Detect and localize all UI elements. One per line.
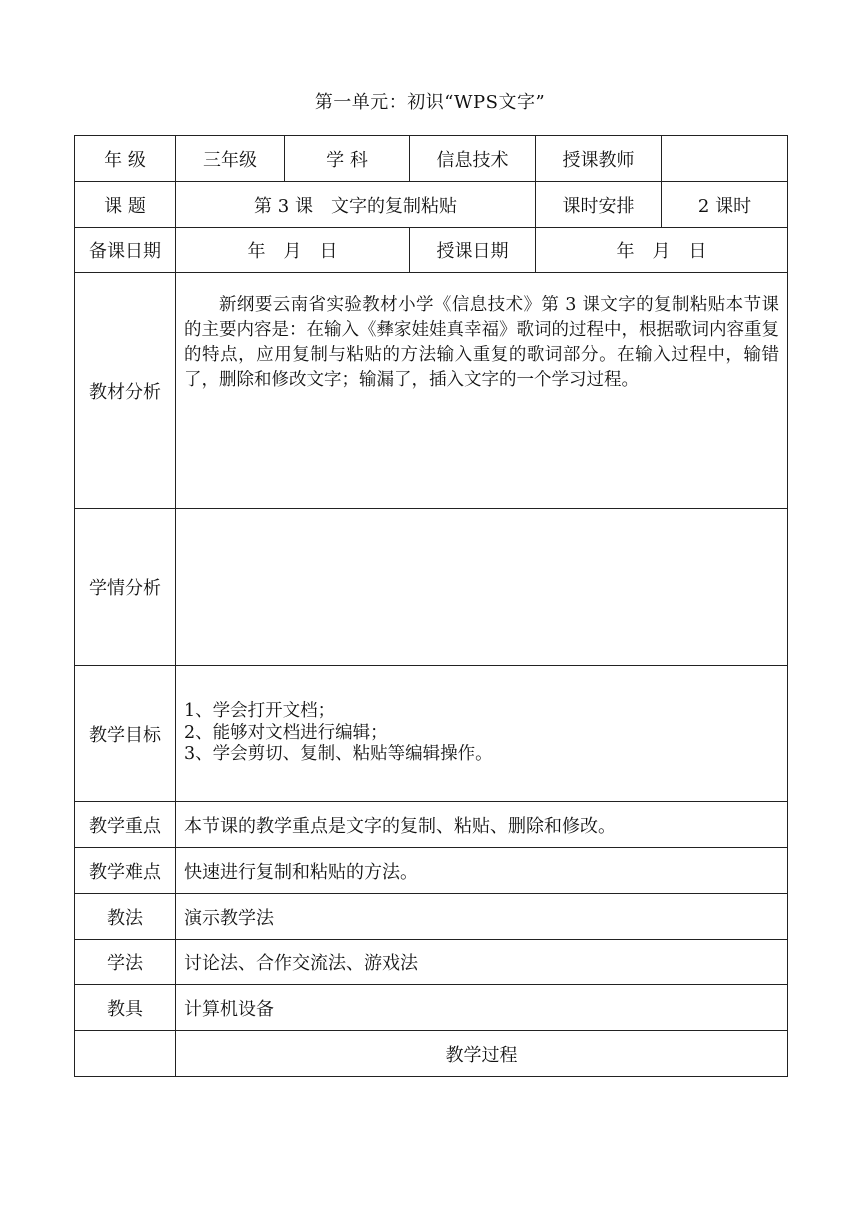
row-teaching-goals [75,666,788,802]
row-dates [75,228,788,273]
learner-analysis-label: 学情分析 [75,509,176,666]
teaching-process-heading: 教学过程 [176,1031,788,1077]
key-points-text: 本节课的教学重点是文字的复制、粘贴、删除和修改。 [176,802,788,848]
material-analysis-cell [176,273,788,509]
row-grade-subject [75,136,788,182]
grade-value: 三年级 [176,136,285,182]
lesson-plan-table [74,135,788,1077]
hours-label: 课时安排 [536,182,662,228]
grade-label: 年 级 [75,136,176,182]
row-learner-analysis [75,509,788,666]
row-learning-method [75,940,788,985]
hours-value: 2 课时 [662,182,788,228]
tools-text: 计算机设备 [176,985,788,1031]
row-difficulties [75,848,788,894]
difficulties-text: 快速进行复制和粘贴的方法。 [176,848,788,894]
row-teaching-process [75,1031,788,1077]
teacher-value [662,136,788,182]
teaching-method-text: 演示教学法 [176,894,788,940]
goal-item: 1、学会打开文档； [184,701,336,722]
row-material-analysis [75,273,788,509]
row-key-points [75,802,788,848]
prep-date-label: 备课日期 [75,228,176,273]
teaching-goals-label: 教学目标 [75,666,176,802]
material-analysis-label: 教材分析 [75,273,176,509]
goal-item: 2、能够对文档进行编辑； [184,722,388,743]
key-points-label: 教学重点 [75,802,176,848]
teach-date-value: 年 月 日 [536,228,788,273]
material-analysis-text: 新纲要云南省实验教材小学《信息技术》第 3 课文字的复制粘贴本节课的主要内容是：在输入《彝家娃娃真幸福》歌词的过程中，根据歌词内容重复的特点，应用复制与粘贴的方法输入重复的歌词部分。在输入过程中，输错了，删除和修改文字；输漏了，插入文字的一个学习过程。 [184,295,779,390]
row-topic [75,182,788,228]
prep-date-value: 年 月 日 [176,228,410,273]
learning-method-text: 讨论法、合作交流法、游戏法 [176,940,788,985]
teaching-method-label: 教法 [75,894,176,940]
teaching-goals-list [184,701,779,765]
topic-value: 第 3 课 文字的复制粘贴 [176,182,536,228]
teach-date-label: 授课日期 [410,228,536,273]
row-tools [75,985,788,1031]
topic-label: 课 题 [75,182,176,228]
tools-label: 教具 [75,985,176,1031]
subject-label: 学 科 [285,136,410,182]
subject-value: 信息技术 [410,136,536,182]
difficulties-label: 教学难点 [75,848,176,894]
teaching-process-label [75,1031,176,1077]
teacher-label: 授课教师 [536,136,662,182]
learning-method-label: 学法 [75,940,176,985]
page-title: 第一单元：初识“WPS文字” [314,92,546,113]
teaching-goals-cell [176,666,788,802]
goal-item: 3、学会剪切、复制、粘贴等编辑操作。 [184,744,493,765]
row-teaching-method [75,894,788,940]
learner-analysis-text [176,509,788,666]
